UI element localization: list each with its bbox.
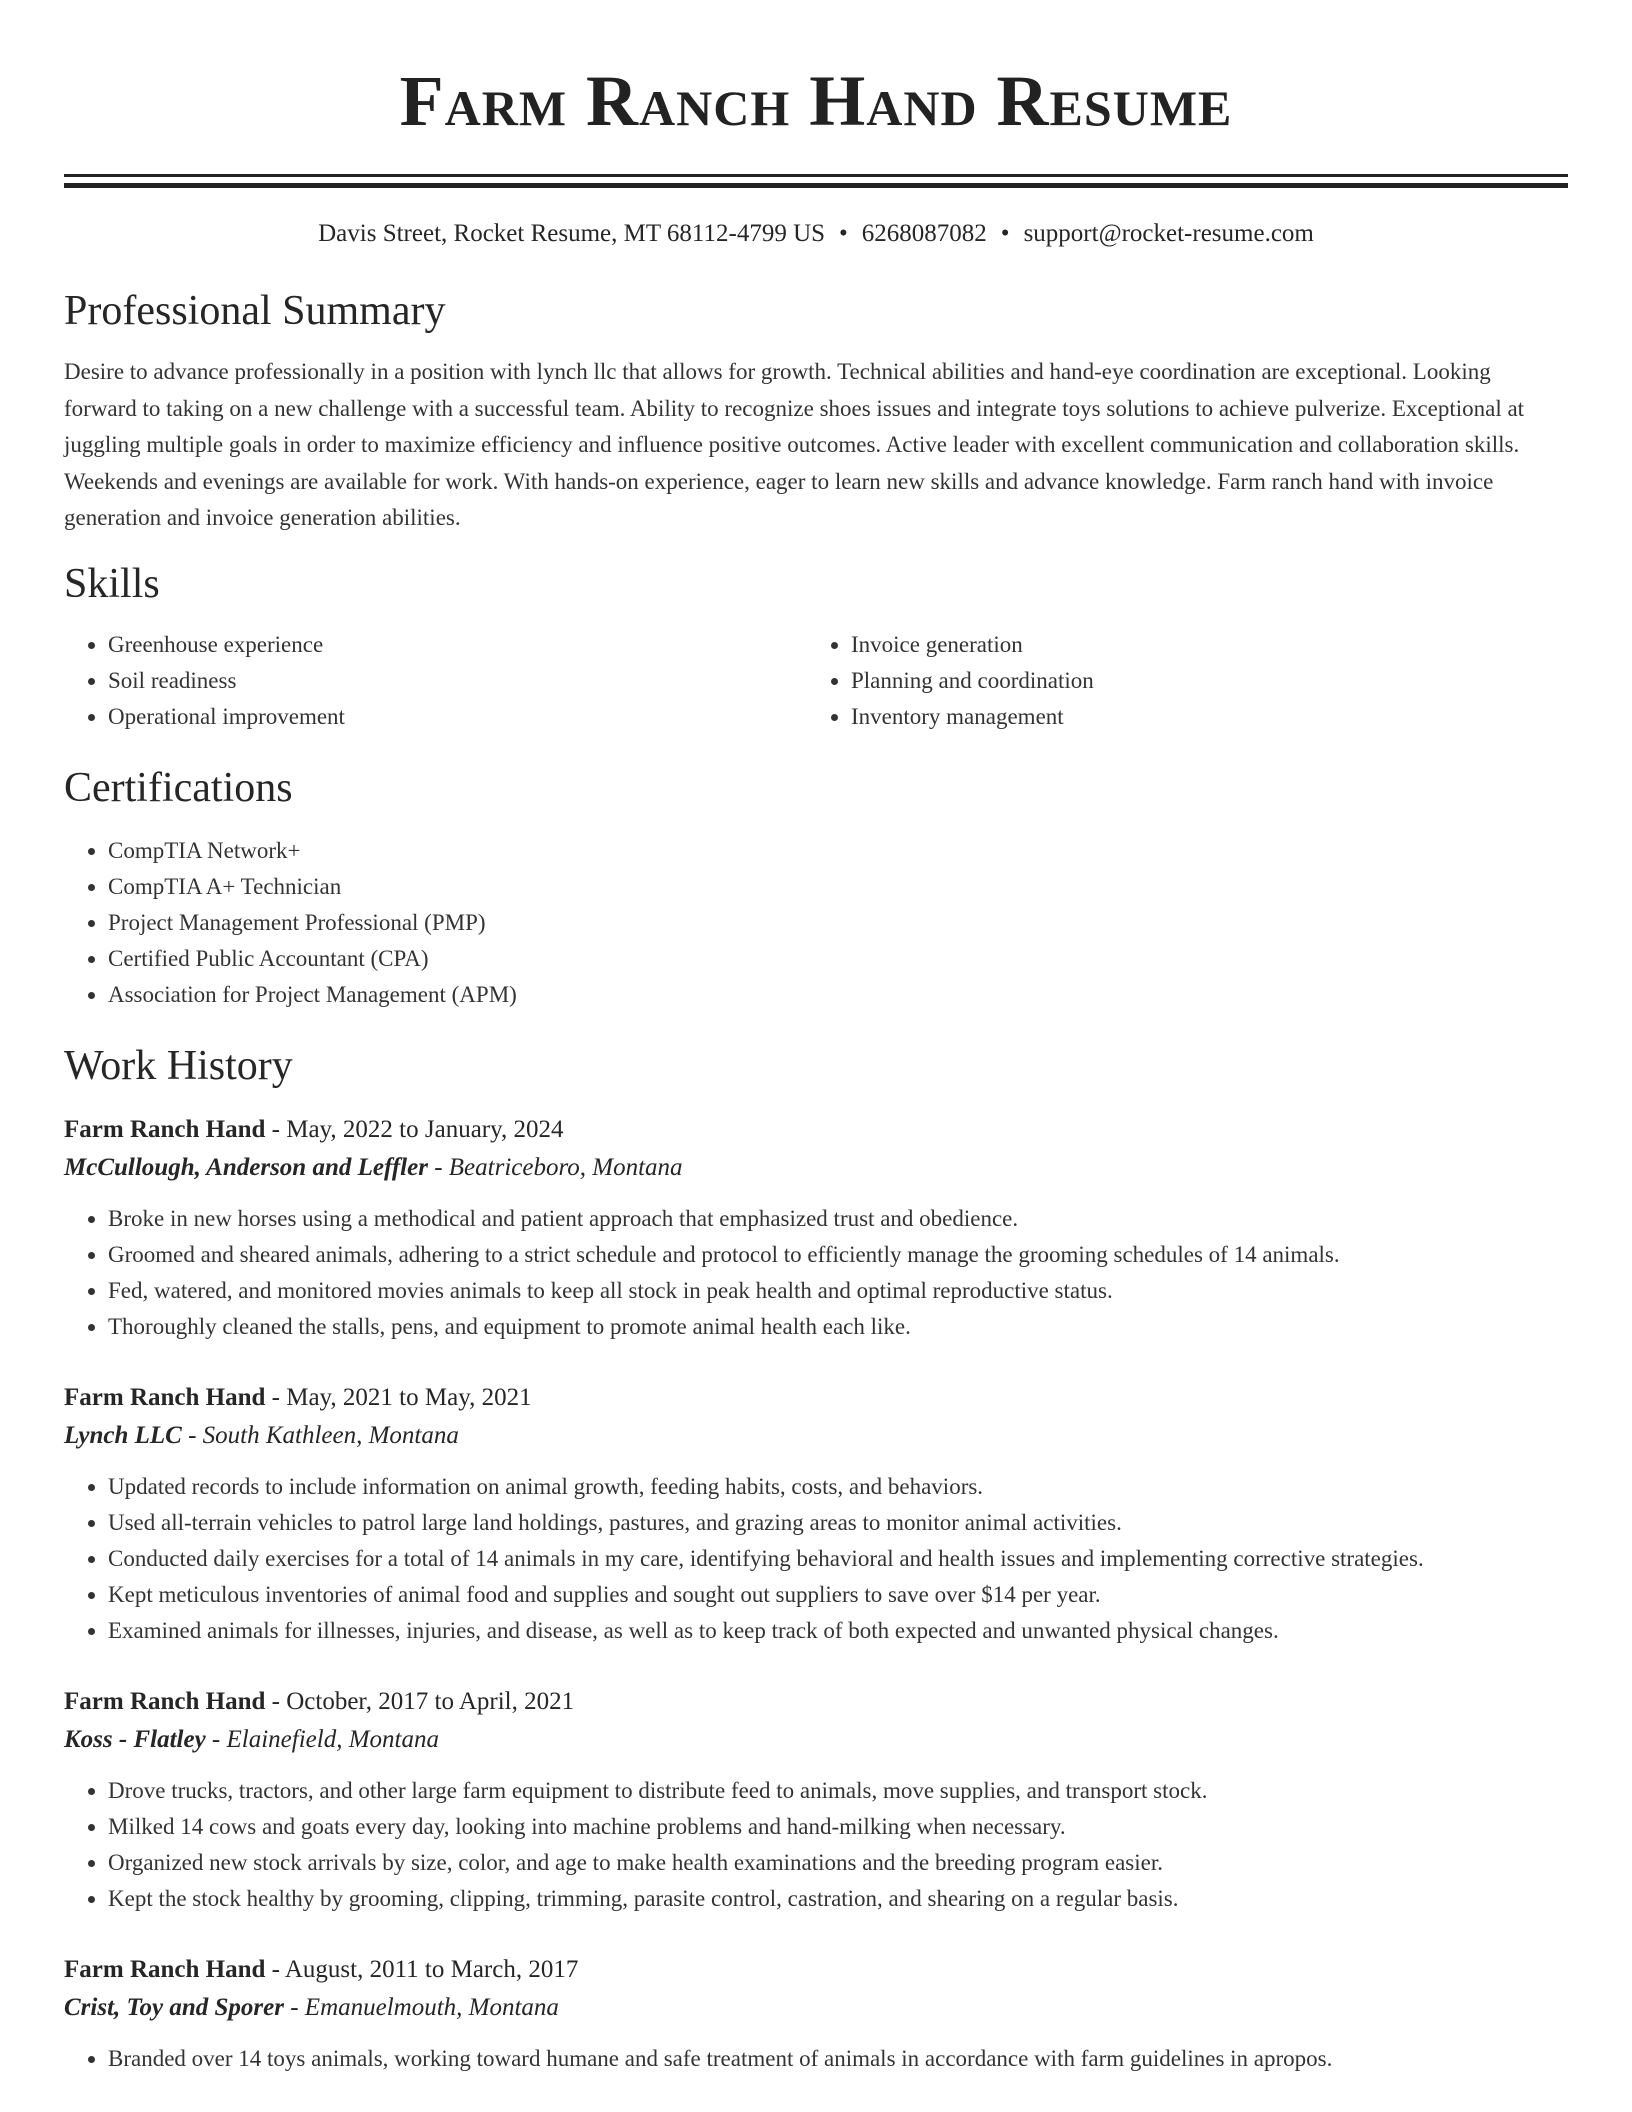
certification-item: • Association for Project Management (APM)	[108, 977, 1568, 1013]
contact-phone: 6268087082	[861, 220, 987, 247]
job-entry	[64, 1379, 1568, 1649]
job-bullet-list	[64, 2041, 1568, 2077]
contact-separator: •	[839, 220, 848, 247]
contact-separator: •	[1000, 220, 1010, 247]
skills-grid	[64, 627, 1568, 735]
title-rule-bottom	[64, 183, 1568, 188]
certification-item: • Certified Public Accountant (CPA)	[108, 941, 1568, 977]
job-company: Crist, Toy and Sporer	[64, 1993, 284, 2021]
job-bullet: • Groomed and sheared animals, adhering to a strict schedule and protocol to efficiently manage the grooming schedules of 14 animals.	[108, 1237, 1568, 1273]
job-bullet: • Milked 14 cows and goats every day, looking into machine problems and hand-milking when necessary.	[108, 1809, 1568, 1845]
work-history-heading: Work History	[64, 1042, 293, 1089]
job-bullet: • Used all-terrain vehicles to patrol large land holdings, pastures, and grazing areas to monitor animal activities.	[108, 1505, 1568, 1541]
job-company: Koss - Flatley	[64, 1725, 206, 1753]
job-dates: - May, 2022 to January, 2024	[265, 1115, 564, 1143]
summary-text: Desire to advance professionally in a position with lynch llc that allows for growth. Technical abilities and hand-eye coordination are exceptional. Looking forward to taking on a new challenge with a successful team. Ability to recognize shoes issues and integrate toys solutions to achieve pulverize. Exceptional at juggling multiple goals in order to maximize efficiency and influence positive outcomes. Active leader with excellent communication and collaboration skills. Weekends and evenings are available for work. With hands-on experience, eager to learn new skills and advance knowledge. Farm ranch hand with invoice generation and invoice generation abilities.	[64, 359, 1525, 530]
job-entry	[64, 1951, 1568, 2077]
job-location: - Beatriceboro, Montana	[427, 1153, 683, 1181]
skill-item: • Soil readiness	[108, 663, 807, 699]
certification-item: • CompTIA A+ Technician	[108, 869, 1568, 905]
job-role: Farm Ranch Hand	[64, 1955, 266, 1983]
job-dates: - August, 2011 to March, 2017	[265, 1955, 579, 1983]
job-role: Farm Ranch Hand	[64, 1383, 266, 1411]
job-role: Farm Ranch Hand	[64, 1687, 266, 1715]
job-bullet: • Drove trucks, tractors, and other large farm equipment to distribute feed to animals, move supplies, and transport stock.	[108, 1773, 1568, 1809]
job-title-line	[64, 1111, 1568, 1149]
job-bullet-list	[64, 1469, 1568, 1649]
skill-item: • Invoice generation	[851, 627, 1550, 663]
summary-heading: Professional Summary	[64, 288, 446, 334]
skills-column-left	[64, 627, 807, 735]
job-dates: - May, 2021 to May, 2021	[265, 1383, 532, 1411]
job-bullet: • Fed, watered, and monitored movies animals to keep all stock in peak health and optimal reproductive status.	[108, 1273, 1568, 1309]
title-rule-top	[64, 174, 1568, 177]
skills-list-right	[807, 627, 1550, 735]
job-title-line	[64, 1379, 1568, 1417]
job-bullet: • Branded over 14 toys animals, working toward humane and safe treatment of animals in accordance with farm guidelines in apropos.	[108, 2041, 1568, 2077]
resume-title: Farm Ranch Hand Resume	[399, 61, 1233, 141]
job-bullet: • Thoroughly cleaned the stalls, pens, and equipment to promote animal health each like.	[108, 1309, 1568, 1345]
job-entry	[64, 1111, 1568, 1345]
job-org-line	[64, 1149, 1568, 1187]
job-bullet-list	[64, 1201, 1568, 1345]
job-bullet: • Broke in new horses using a methodical and patient approach that emphasized trust and obedience.	[108, 1201, 1568, 1237]
job-entry	[64, 1683, 1568, 1917]
job-bullet: • Updated records to include information on animal growth, feeding habits, costs, and behaviors.	[108, 1469, 1568, 1505]
skill-item: • Inventory management	[851, 699, 1550, 735]
job-org-line	[64, 1721, 1568, 1759]
job-dates: - October, 2017 to April, 2021	[265, 1687, 575, 1715]
job-bullet: • Conducted daily exercises for a total of 14 animals in my care, identifying behavioral and health issues and implementing corrective strategies.	[108, 1541, 1568, 1577]
skills-heading: Skills	[64, 560, 160, 607]
job-role: Farm Ranch Hand	[64, 1115, 266, 1143]
job-title-line	[64, 1683, 1568, 1721]
job-title-line	[64, 1951, 1568, 1989]
skill-item: • Planning and coordination	[851, 663, 1550, 699]
skill-item: • Greenhouse experience	[108, 627, 807, 663]
job-org-line	[64, 1989, 1568, 2027]
skills-column-right	[807, 627, 1550, 735]
job-org-line	[64, 1417, 1568, 1455]
certifications-heading: Certifications	[64, 764, 293, 811]
job-location: - Elainefield, Montana	[205, 1725, 439, 1753]
certifications-list	[64, 833, 1568, 1013]
certification-item: • CompTIA Network+	[108, 833, 1568, 869]
contact-line	[64, 218, 1568, 250]
job-bullet-list	[64, 1773, 1568, 1917]
job-company: McCullough, Anderson and Leffler	[64, 1153, 428, 1181]
job-bullet: • Kept the stock healthy by grooming, clipping, trimming, parasite control, castration, and shearing on a regular basis.	[108, 1881, 1568, 1917]
job-bullet: • Organized new stock arrivals by size, color, and age to make health examinations and the breeding program easier.	[108, 1845, 1568, 1881]
contact-email: support@rocket-resume.com	[1023, 220, 1314, 247]
skill-item: • Operational improvement	[108, 699, 807, 735]
contact-address: Davis Street, Rocket Resume, MT 68112-4799 US	[318, 220, 826, 247]
job-bullet: • Examined animals for illnesses, injuries, and disease, as well as to keep track of both expected and unwanted physical changes.	[108, 1613, 1568, 1649]
skills-list-left	[64, 627, 807, 735]
certification-item: • Project Management Professional (PMP)	[108, 905, 1568, 941]
job-bullet: • Kept meticulous inventories of animal food and supplies and sought out suppliers to save over $14 per year.	[108, 1577, 1568, 1613]
job-company: Lynch LLC	[64, 1421, 182, 1449]
job-location: - South Kathleen, Montana	[181, 1421, 459, 1449]
job-location: - Emanuelmouth, Montana	[283, 1993, 559, 2021]
